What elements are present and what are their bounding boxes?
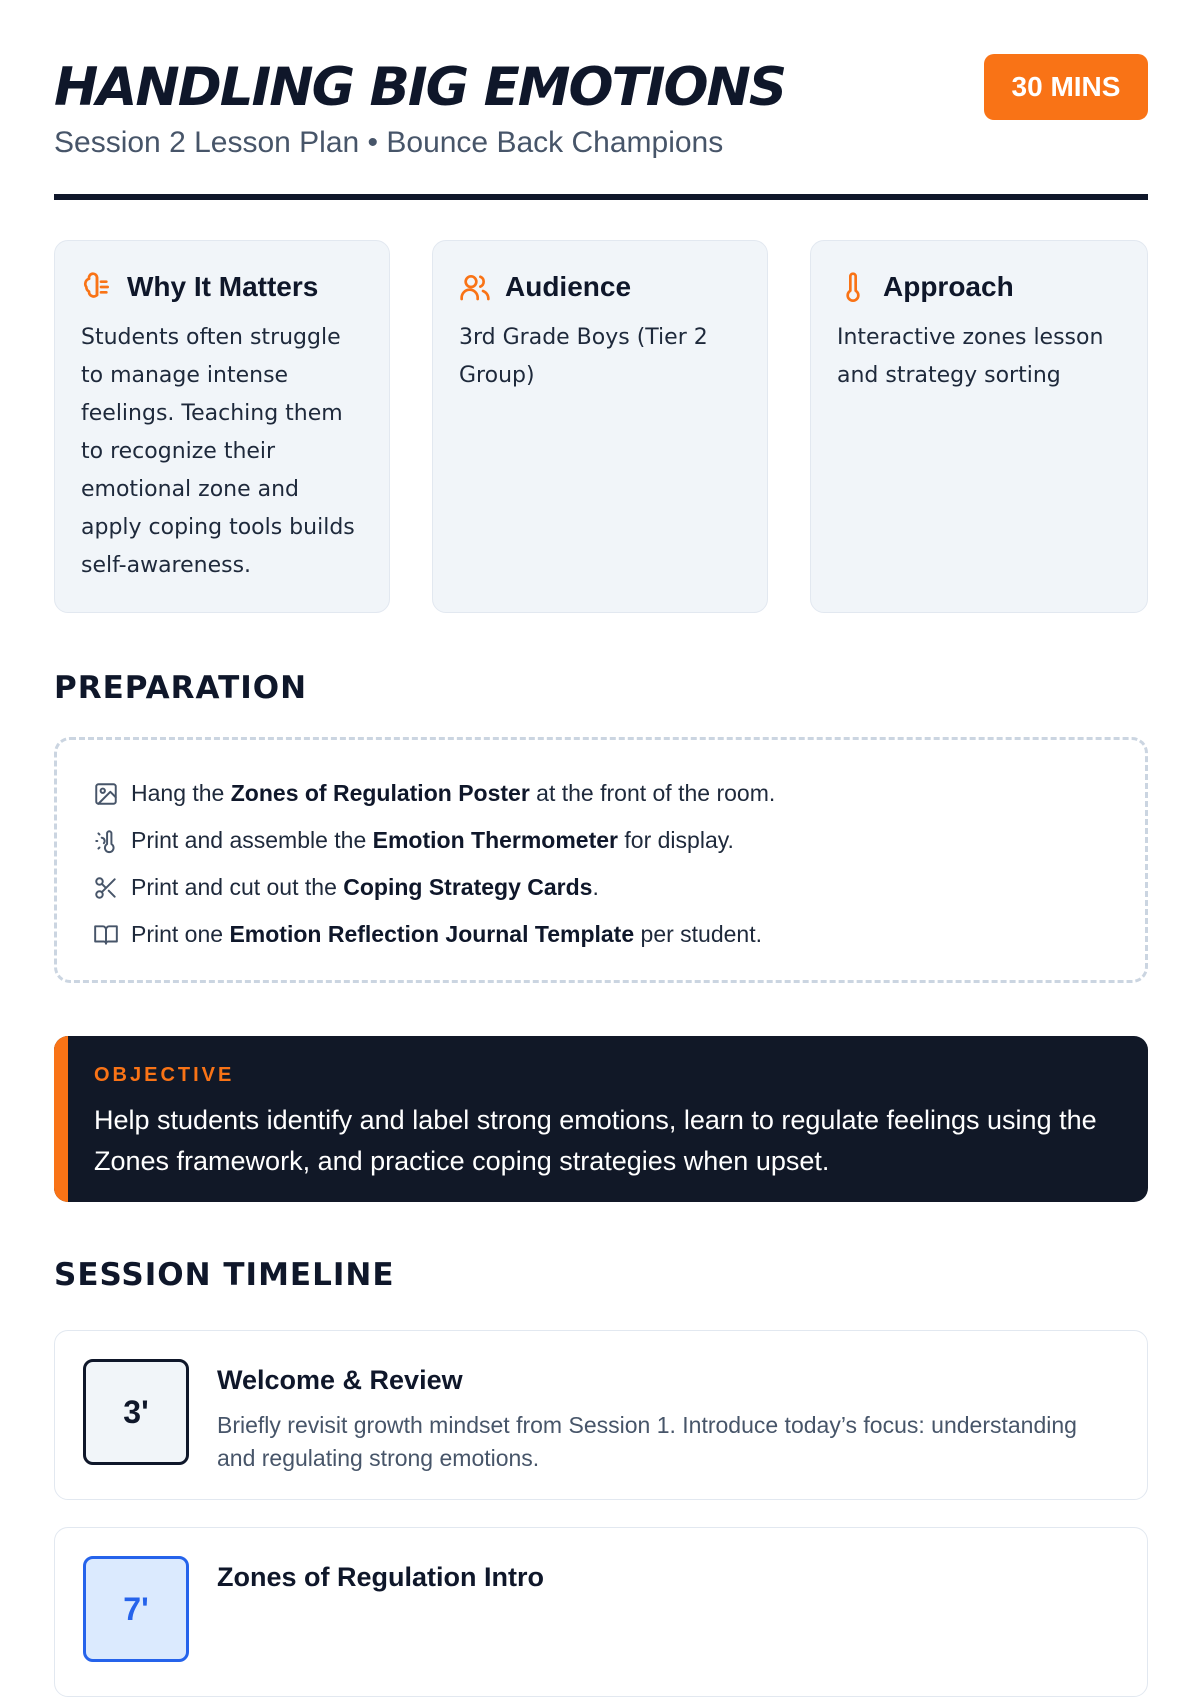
- objective-panel: [54, 1036, 1148, 1202]
- card-title: Why It Matters: [127, 271, 319, 302]
- timeline-item: [54, 1330, 1148, 1500]
- prep-item: Print and assemble the Emotion Thermometer for display.: [93, 817, 1111, 864]
- scissors-icon: [93, 875, 119, 901]
- timeline-heading: SESSION TIMELINE: [54, 1257, 395, 1293]
- book-icon: [93, 922, 119, 948]
- timeline-minutes-badge: 3': [83, 1359, 189, 1465]
- prep-item: Hang the Zones of Regulation Poster at the front of the room.: [93, 770, 1111, 817]
- lesson-plan-page: [54, 0, 1148, 1627]
- prep-item: Print and cut out the Coping Strategy Cards.: [93, 864, 1111, 911]
- prep-item: Print one Emotion Reflection Journal Template per student.: [93, 911, 1111, 958]
- timeline-item-title: Zones of Regulation Intro: [217, 1562, 544, 1592]
- card-title: Approach: [883, 271, 1014, 302]
- duration-badge: 30 MINS: [984, 54, 1148, 120]
- timeline-minutes-badge: 7': [83, 1556, 189, 1662]
- image-icon: [93, 781, 119, 807]
- info-cards: [54, 240, 1148, 615]
- preparation-heading: PREPARATION: [54, 670, 308, 706]
- page-subtitle: Session 2 Lesson Plan • Bounce Back Champions: [54, 126, 724, 159]
- thermometer-sun-icon: [93, 828, 119, 854]
- timeline-item-description: Briefly revisit growth mindset from Session 1. Introduce today’s focus: understanding and regulating strong emotions.: [217, 1412, 1077, 1471]
- thermometer-icon: [837, 271, 869, 303]
- header: [54, 0, 1148, 200]
- card-body: 3rd Grade Boys (Tier 2 Group): [459, 325, 708, 388]
- timeline-item: [54, 1527, 1148, 1697]
- timeline-item-title: Welcome & Review: [217, 1365, 463, 1395]
- card-approach: [810, 240, 1148, 613]
- header-divider: [54, 194, 1148, 200]
- card-why-it-matters: [54, 240, 390, 613]
- objective-accent-bar: [54, 1036, 68, 1202]
- users-icon: [459, 271, 491, 303]
- objective-text: Help students identify and label strong emotions, learn to regulate feelings using the Zones framework, and practice coping strategies when upset.: [94, 1105, 1097, 1176]
- card-body: Students often struggle to manage intense feelings. Teaching them to recognize their emotional zone and apply coping tools builds self-awareness.: [81, 325, 355, 578]
- objective-label: OBJECTIVE: [94, 1064, 235, 1086]
- card-body: Interactive zones lesson and strategy sorting: [837, 325, 1104, 388]
- page-title: HANDLING BIG EMOTIONS: [54, 57, 786, 118]
- brain-icon: [81, 271, 113, 303]
- card-audience: [432, 240, 768, 613]
- preparation-list: [54, 737, 1148, 983]
- card-title: Audience: [505, 271, 632, 302]
